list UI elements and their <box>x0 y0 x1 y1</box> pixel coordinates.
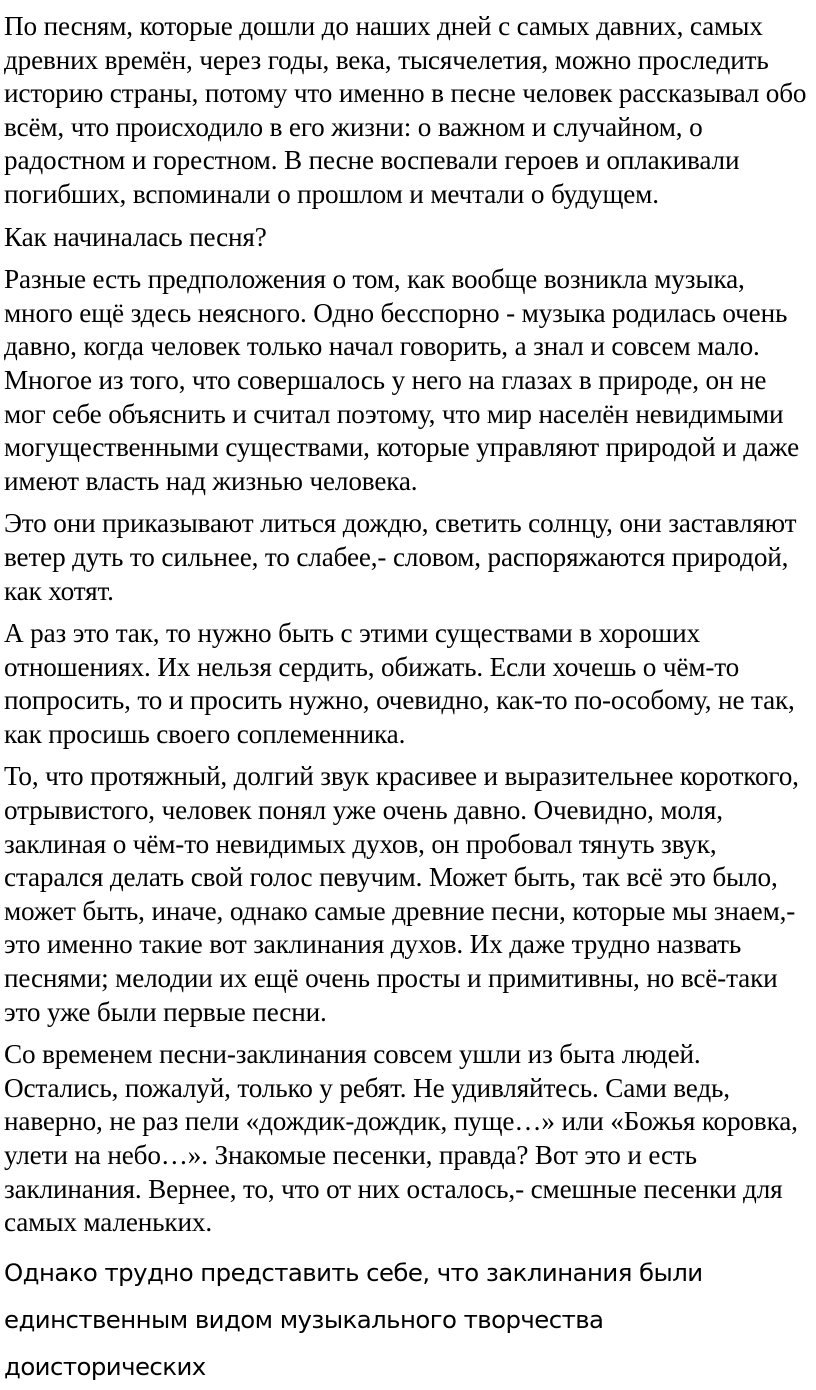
paragraph-origin-of-music: Разные есть предположения о том, как вообще возникла музыка, много ещё здесь неясного. Одно бесспорно - музыка родилась очень давно, когда человек только начал говорить, а знал и совсем мало. Многое из того, что совершалось у него на глазах в природе, он не мог себе объяснить и считал поэтому, что мир населён невидимыми могущественными существами, которые управляют природой и даже имеют власть над жизнью человека. <box>4 264 800 496</box>
paragraph-good-relations: А раз это так, то нужно быть с этими существами в хороших отношениях. Их нельзя сердить, обижать. Если хочешь о чём-то попросить, то и просить нужно, очевидно, как-то по-особому, не так, как просишь своего соплеменника. <box>4 618 795 749</box>
paragraph-other-forms: Однако трудно представить себе, что заклинания были единственным видом музыкального творчества доисторических <box>4 1257 703 1381</box>
paragraph-children-songs: Со временем песни-заклинания совсем ушли из быта людей. Остались, пожалуй, только у ребят. Не удивляйтесь. Сами ведь, наверно, не раз пели «дождик-дождик, пуще…» или «Божья коровка, улети на небо…». Знакомые песенки, правда? Вот это и есть заклинания. Вернее, то, что от них осталось,- смешные песенки для самых маленьких. <box>4 1039 798 1238</box>
paragraph-history-of-songs: По песням, которые дошли до наших дней с самых давних, самых древних времён, через годы, века, тысячелетия, можно проследить историю страны, потому что именно в песне человек рассказывал обо всём, что происходило в его жизни: о важном и случайном, о радостном и горестном. В песне воспевали героев и оплакивали погибших, вспоминали о прошлом и мечтали о будущем. <box>4 11 807 209</box>
paragraph-question: Как начиналась песня? <box>4 221 267 252</box>
paragraph-long-sound: То, что протяжный, долгий звук красивее и выразительнее короткого, отрывистого, человек понял уже очень давно. Очевидно, моля, заклиная о чём-то невидимых духов, он пробовал тянуть звук, старался делать свой голос певучим. Может быть, так всё это было, может быть, иначе, однако самые древние песни, которые мы знаем,- это именно такие вот заклинания духов. Их даже трудно назвать песнями; мелодии их ещё очень просты и примитивны, но всё-таки это уже были первые песни. <box>4 761 799 1027</box>
paragraph-spirits-control-nature: Это они приказывают литься дождю, светить солнцу, они заставляют ветер дуть то сильнее, то слабее,- словом, распоряжаются природой, как хотят. <box>4 508 797 606</box>
